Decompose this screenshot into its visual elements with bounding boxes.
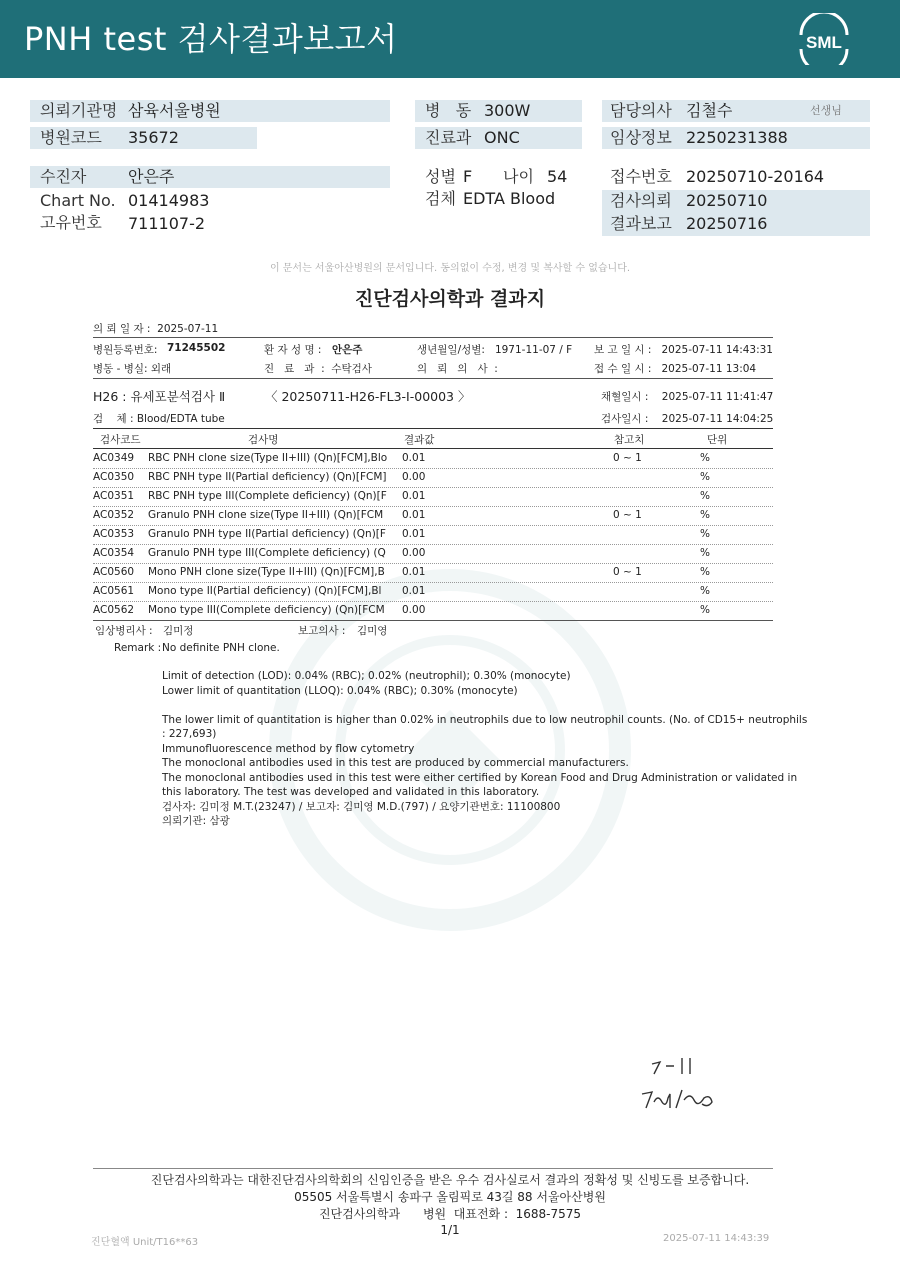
document-title: 진단검사의학과 결과지 <box>354 288 546 310</box>
reporter-name: 김미영 <box>357 625 388 637</box>
row-result: 0.01 <box>402 490 426 502</box>
doctor-value: 김철수 <box>686 101 733 120</box>
handwritten-signature <box>630 1050 730 1120</box>
table-row <box>93 545 773 564</box>
receive-datetime: 접 수 일 시 : 2025-07-11 13:04 <box>594 363 757 375</box>
specimen-label: 검체 <box>425 189 456 208</box>
row-test-name: Mono type III(Complete deficiency) (Qn)[FCM <box>148 604 385 616</box>
divider-mid <box>93 378 773 379</box>
report-title: PNH test 검사결과보고서 <box>24 20 398 58</box>
remark-line: The monoclonal antibodies used in this test are produced by commercial manufacturers. <box>162 757 629 769</box>
row-code: AC0562 <box>93 604 135 616</box>
sex-value: F <box>463 167 473 186</box>
row-code: AC0560 <box>93 566 135 578</box>
footer-contact: 진단검사의학과 병원 대표전화 : 1688-7575 <box>318 1207 582 1221</box>
dob-sex: 생년월일/성별: 1971-11-07 / F <box>417 344 573 356</box>
clinical-info-value: 2250231388 <box>686 128 788 147</box>
report-datetime: 보 고 일 시 : 2025-07-11 14:43:31 <box>594 344 773 356</box>
remark-label: Remark : <box>114 642 162 654</box>
row-unit: % <box>700 566 710 578</box>
chart-value: 01414983 <box>128 191 210 210</box>
row-code: AC0350 <box>93 471 135 483</box>
remark-line: : 227,693) <box>162 728 217 740</box>
pathologist-name: 김미정 <box>163 625 194 637</box>
row-test-name: Granulo PNH clone size(Type II+III) (Qn)[FCM <box>148 509 384 521</box>
sml-logo <box>795 13 853 65</box>
row-unit: % <box>700 471 710 483</box>
ward-value: 300W <box>484 101 531 120</box>
remark-line: The lower limit of quantitation is higher than 0.02% in neutrophils due to low neutrophil counts. (No. of CD15+ neutrophils <box>162 713 808 726</box>
hospital-code-value: 35672 <box>128 128 179 147</box>
requesting-doctor: 의 뢰 의 사 : <box>417 363 498 375</box>
row-test-name: Mono PNH clone size(Type II+III) (Qn)[FCM],B <box>148 566 385 578</box>
footer-address: 05505 서울특별시 송파구 올림픽로 43길 88 서울아산병원 <box>294 1190 606 1204</box>
row-code: AC0354 <box>93 547 135 559</box>
row-result: 0.00 <box>402 547 426 559</box>
request-value: 20250710 <box>686 191 768 210</box>
reception-label: 접수번호 <box>610 167 672 186</box>
row-result: 0.01 <box>402 585 426 597</box>
row-result: 0.01 <box>402 566 426 578</box>
dept-label: 진료과 <box>425 128 472 147</box>
row-test-name: RBC PNH clone size(Type II+III) (Qn)[FCM],Blo <box>148 452 388 464</box>
row-unit: % <box>700 528 710 540</box>
row-code: AC0353 <box>93 528 135 540</box>
info-dept: 진 료 과 : 수탁검사 <box>264 363 372 375</box>
remark-line: Immunofluorescence method by flow cytometry <box>162 742 415 755</box>
row-result: 0.01 <box>402 509 426 521</box>
table-row <box>93 564 773 583</box>
table-row <box>93 450 773 469</box>
remark-first-line: No definite PNH clone. <box>162 642 280 654</box>
row-unit: % <box>700 604 710 616</box>
row-unit: % <box>700 585 710 597</box>
pathologist-label: 임상병리사 : <box>95 625 153 637</box>
clinical-info-label: 임상정보 <box>610 128 672 147</box>
patient-name-value: 안은주 <box>332 344 363 356</box>
row-test-name: RBC PNH type III(Complete deficiency) (Qn)[F <box>148 490 387 502</box>
row-unit: % <box>700 509 710 521</box>
examinee-label: 수진자 <box>40 167 87 186</box>
exam-datetime: 검사일시 : 2025-07-11 14:04:25 <box>601 413 774 425</box>
footer-print-time: 2025-07-11 14:43:39 <box>663 1233 770 1244</box>
request-label: 검사의뢰 <box>610 191 672 210</box>
patient-name-label: 환 자 성 명 : <box>264 344 322 356</box>
row-code: AC0351 <box>93 490 135 502</box>
row-result: 0.00 <box>402 604 426 616</box>
doctor-label: 담당의사 <box>610 101 672 120</box>
remark-body <box>162 669 807 829</box>
remark-line: Lower limit of quantitation (LLOQ): 0.04% (RBC); 0.30% (monocyte) <box>162 684 518 697</box>
remark-line: this laboratory. The test was developed and validated in this laboratory. <box>162 786 540 798</box>
report-header <box>0 0 900 78</box>
age-value: 54 <box>547 167 568 186</box>
row-code: AC0349 <box>93 452 135 464</box>
row-unit: % <box>700 452 710 464</box>
table-row <box>93 469 773 488</box>
divider-top <box>93 337 773 338</box>
specimen-type: 검 체 : Blood/EDTA tube <box>93 413 225 425</box>
chart-label: Chart No. <box>40 191 116 210</box>
table-row <box>93 602 773 621</box>
footer-left-code: 진단혈액 Unit/T16**63 <box>91 1237 199 1248</box>
remark-line: 검사자: 김미정 M.T.(23247) / 보고자: 김미영 M.D.(797) / 요양기관번호: 11100800 <box>162 800 561 813</box>
remark-blank <box>162 698 807 713</box>
doctor-suffix: 선생님 <box>810 104 842 117</box>
report-label: 결과보고 <box>610 214 672 233</box>
reg-no-label: 병원등록번호: <box>93 344 158 356</box>
page-number: 1/1 <box>440 1223 460 1237</box>
sex-label: 성별 <box>425 167 456 186</box>
col-header-result: 결과값 <box>404 434 435 446</box>
row-result: 0.00 <box>402 471 426 483</box>
row-ref: 0 ~ 1 <box>613 452 642 464</box>
institution-label: 의뢰기관명 <box>40 101 118 120</box>
table-row <box>93 526 773 545</box>
institution-value: 삼육서울병원 <box>128 101 221 120</box>
hospital-code-label: 병원코드 <box>40 128 102 147</box>
ward-room: 병동 - 병실: 외래 <box>93 363 172 375</box>
copy-notice: 이 문서는 서울아산병원의 문서입니다. 동의없이 수정, 변경 및 복사할 수 없습니다. <box>269 263 631 274</box>
table-bottom-line <box>93 620 773 621</box>
table-header-line <box>93 448 773 449</box>
reg-no-value: 71245502 <box>167 342 226 354</box>
row-result: 0.01 <box>402 452 426 464</box>
row-unit: % <box>700 547 710 559</box>
request-date: 의 뢰 일 자 : 2025-07-11 <box>93 323 219 335</box>
remark-line: Limit of detection (LOD): 0.04% (RBC); 0.02% (neutrophil); 0.30% (monocyte) <box>162 670 571 682</box>
reception-value: 20250710-20164 <box>686 167 825 186</box>
row-ref: 0 ~ 1 <box>613 509 642 521</box>
unique-label: 고유번호 <box>40 213 102 232</box>
examinee-value: 안은주 <box>128 167 175 186</box>
ward-label: 병 동 <box>425 101 472 120</box>
col-header-code: 검사코드 <box>100 434 141 446</box>
table-header <box>93 430 773 449</box>
row-unit: % <box>700 490 710 502</box>
table-top-line <box>93 428 773 429</box>
row-test-name: Granulo PNH type II(Partial deficiency) (Qn)[F <box>148 528 386 540</box>
col-header-unit: 단위 <box>707 434 728 446</box>
specimen-value: EDTA Blood <box>463 189 556 208</box>
report-value: 20250716 <box>686 214 768 233</box>
test-id: 〈 20250711-H26-FL3-I-00003 〉 <box>265 389 471 404</box>
table-row <box>93 583 773 602</box>
row-code: AC0561 <box>93 585 135 597</box>
row-test-name: RBC PNH type II(Partial deficiency) (Qn)[FCM] <box>148 471 387 483</box>
remark-line: The monoclonal antibodies used in this test were either certified by Korean Food and Drug Administration or validated in <box>162 771 798 784</box>
test-name: H26 : 유세포분석검사 Ⅱ <box>93 389 226 404</box>
row-test-name: Granulo PNH type III(Complete deficiency) (Q <box>148 547 386 559</box>
table-row <box>93 507 773 526</box>
dept-value: ONC <box>484 128 520 147</box>
unique-value: 711107-2 <box>128 214 206 233</box>
col-header-ref: 참고치 <box>614 434 645 446</box>
row-test-name: Mono type II(Partial deficiency) (Qn)[FCM],Bl <box>148 585 382 597</box>
table-row <box>93 488 773 507</box>
reporter-label: 보고의사 : <box>298 625 346 637</box>
age-label: 나이 <box>503 167 534 186</box>
row-code: AC0352 <box>93 509 135 521</box>
row-ref: 0 ~ 1 <box>613 566 642 578</box>
remark-line: 의뢰기관: 삼광 <box>162 815 230 827</box>
collect-datetime: 채혈일시 : 2025-07-11 11:41:47 <box>601 391 774 403</box>
col-header-name: 검사명 <box>248 434 279 446</box>
row-result: 0.01 <box>402 528 426 540</box>
logo-text: SML <box>806 33 842 52</box>
footer-accreditation: 진단검사의학과는 대한진단검사의학회의 신임인증을 받은 우수 검사실로서 결과의 정확성 및 신빙도를 보증합니다. <box>150 1173 750 1187</box>
footer-divider <box>93 1168 773 1169</box>
